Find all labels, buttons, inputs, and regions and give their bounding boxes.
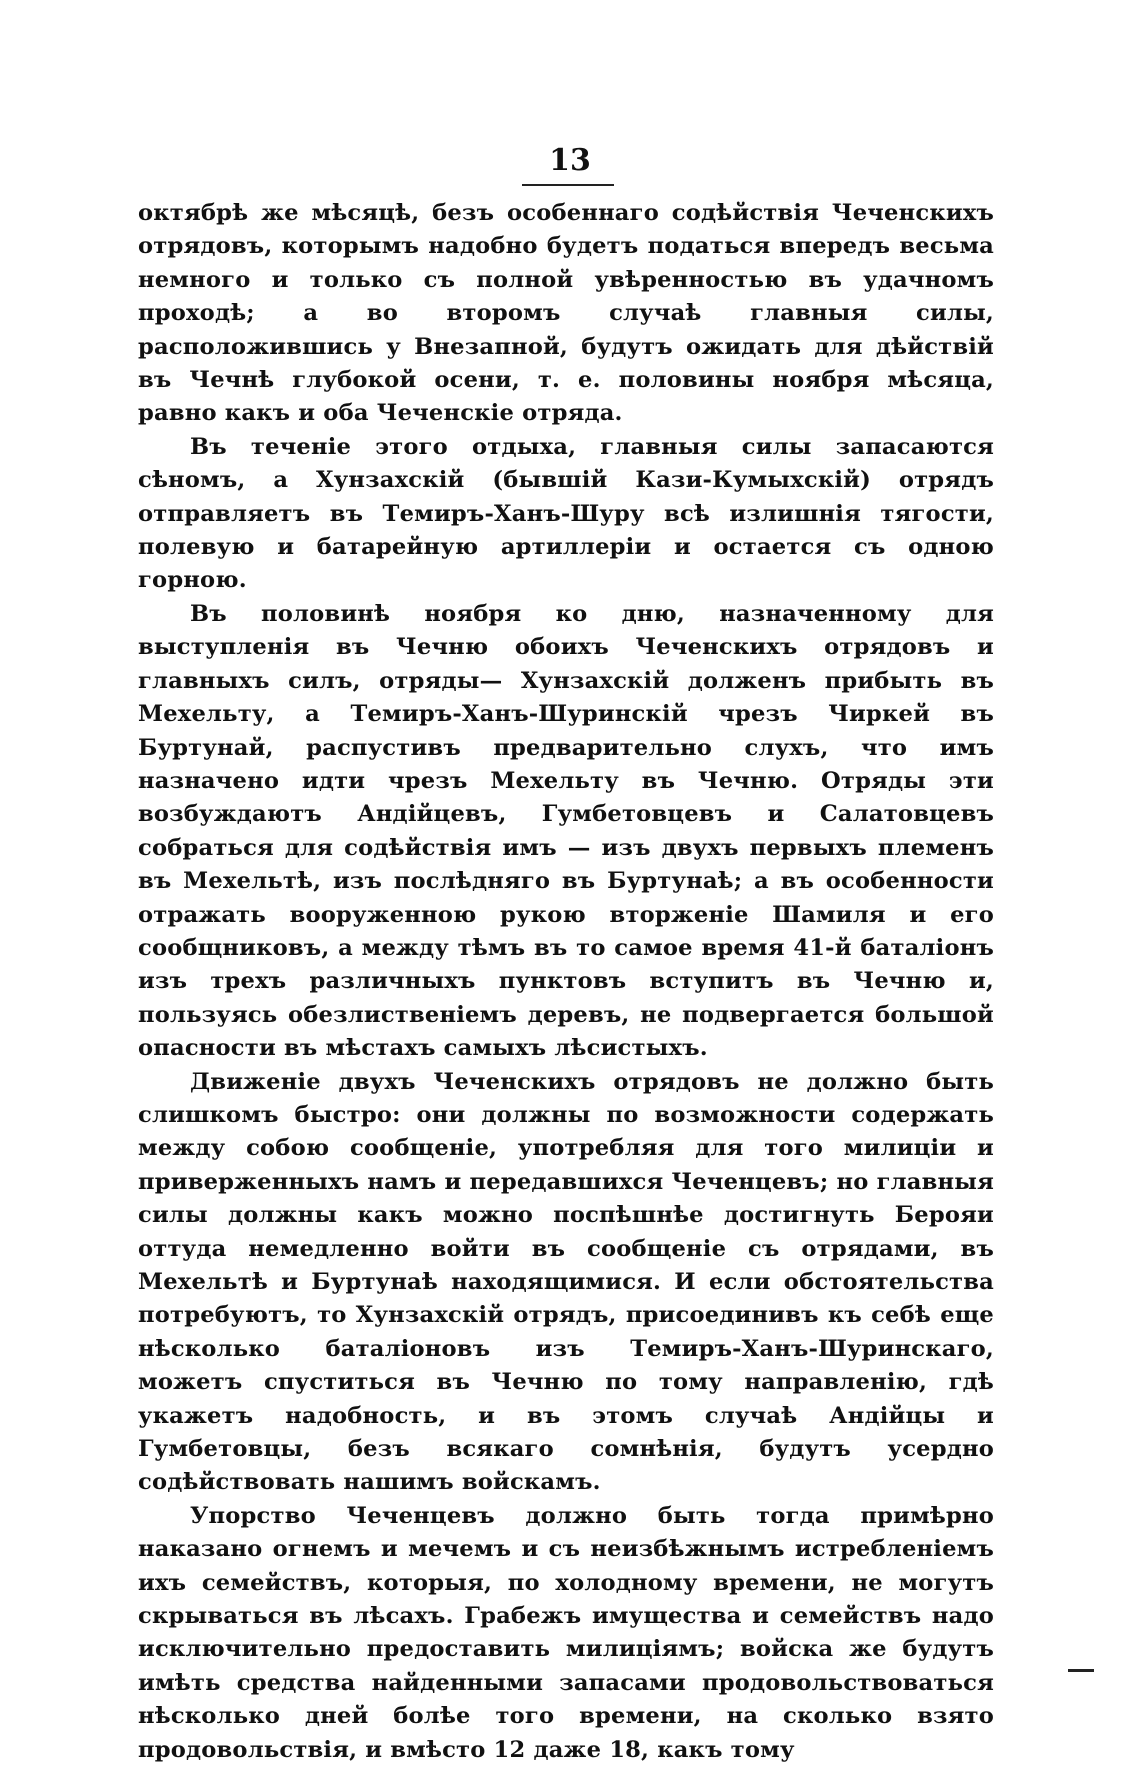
paragraph-5: Упорство Чеченцевъ должно быть тогда примѣрно наказано огнемъ и мечемъ и съ неизбѣжнымъ истребленіемъ ихъ семействъ, которыя, по холодному времени, не могутъ скрываться въ лѣсахъ. Грабежъ имущества и семействъ надо исключительно предоставить милиціямъ; войска же будутъ имѣть средства найденными запасами продовольствоваться нѣсколько дней болѣе того времени, на сколько взято продовольствія, и вмѣсто 12 даже 18, какъ тому [138,1502,994,1763]
paragraph-1: октябрѣ же мѣсяцѣ, безъ особеннаго содѣйствія Чеченскихъ отрядовъ, которымъ надобно будетъ податься впередъ весьма немного и только съ полной увѣренностью въ удачномъ проходѣ; а во второмъ случаѣ главныя силы, расположившись у Внезапной, будутъ ожидать для дѣйствій въ Чечнѣ глубокой осени, т. е. половины ноября мѣсяца, равно какъ и оба Чеченскіе отряда. [138,200,994,427]
body-text [138,197,994,1767]
paragraph-2: Въ теченіе этого отдыха, главныя силы запасаются сѣномъ, а Хунзахскій (бывшій Кази-Кумыхскій) отрядъ отправляетъ въ Темиръ-Ханъ-Шуру всѣ излишнія тягости, полевую и батарейную артиллеріи и остается съ одною горною. [138,433,994,594]
paragraph-4: Движеніе двухъ Чеченскихъ отрядовъ не должно быть слишкомъ быстро: они должны по возможности содержать между собою сообщеніе, употребляя для того милиціи и приверженныхъ намъ и передавшихся Чеченцевъ; но главныя силы должны какъ можно поспѣшнѣе достигнуть Берояи оттуда немедленно войти въ сообщеніе съ отрядами, въ Мехельтѣ и Буртунаѣ находящимися. И если обстоятельства потребуютъ, то Хунзахскій отрядъ, присоединивъ къ себѣ еще нѣсколько баталіоновъ изъ Темиръ-Ханъ-Шуринскаго, можетъ спуститься въ Чечню по тому направленію, гдѣ укажетъ надобность, и въ этомъ случаѣ Андійцы и Гумбетовцы, безъ всякаго сомнѣнія, будутъ усердно содѣйствовать нашимъ войскамъ. [138,1068,994,1496]
header-rule [522,184,614,186]
margin-dash [1068,1669,1094,1672]
page-number: 13 [549,143,591,178]
paragraph-3: Въ половинѣ ноября ко дню, назначенному для выступленія въ Чечню обоихъ Чеченскихъ отрядовъ и главныхъ силъ, отряды— Хунзахскій долженъ прибыть въ Мехельту, а Темиръ-Ханъ-Шуринскій чрезъ Чиркей въ Буртунай, распустивъ предварительно слухъ, что имъ назначено идти чрезъ Мехельту въ Чечню. Отряды эти возбуждаютъ Андійцевъ, Гумбетовцевъ и Салатовцевъ собраться для содѣйствія имъ — изъ двухъ первыхъ племенъ въ Мехельтѣ, изъ послѣдняго въ Буртунаѣ; а въ особенности отражать вооруженною рукою вторженіе Шамиля и его сообщниковъ, а между тѣмъ въ то самое время 41-й баталіонъ изъ трехъ различныхъ пунктовъ вступитъ въ Чечню и, пользуясь обезлиственіемъ деревъ, не подвергается большой опасности въ мѣстахъ самыхъ лѣсистыхъ. [138,600,994,1062]
